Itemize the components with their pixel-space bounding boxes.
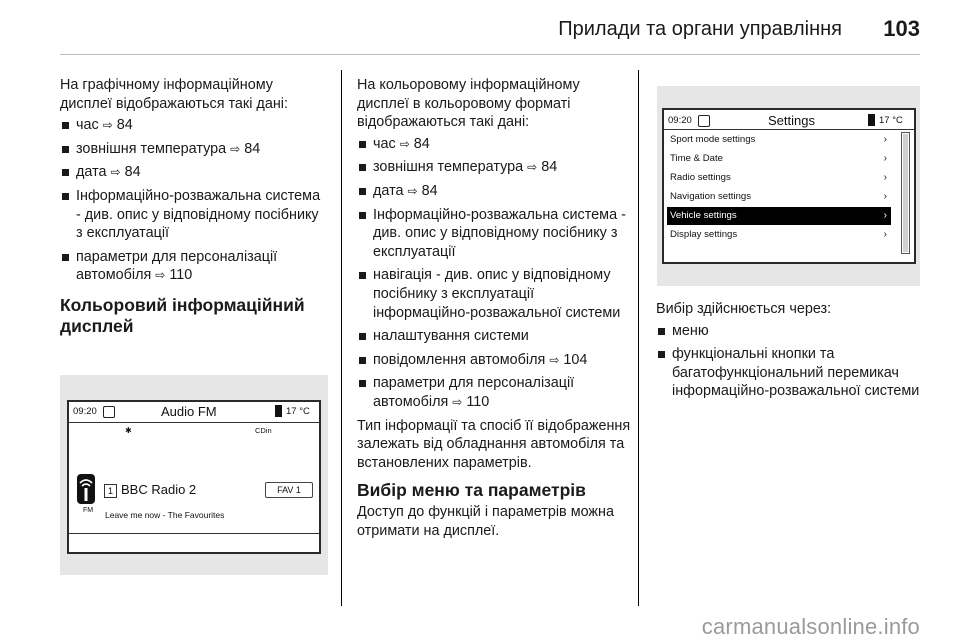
list-item: час ⇨ 84 [60,116,328,135]
audio-display-illustration [60,375,328,575]
settings-display-illustration [657,86,920,286]
chevron-right-icon: › [883,229,887,240]
body-paragraph: Доступ до функцій і параметрів можна отримати на дисплеї. [357,504,615,539]
status-divider [664,129,914,130]
list-item: навігація - див. опис у відповідному посібнику з експлуатації інформаційно-розважальної системи [357,266,633,322]
ref-arrow-icon: ⇨ [110,165,121,180]
status-icon [103,406,115,418]
list-item: дата ⇨ 84 [60,163,328,182]
ref-arrow-icon: ⇨ [399,136,410,151]
column-3 [656,300,926,406]
header-divider [60,54,920,55]
list-item: Інформаційно-розважальна система - див. опис у відповідному посібнику з експлуатації [60,187,328,243]
screen-title: Audio FM [161,404,217,419]
header-title: Прилади та органи управління [558,18,842,40]
page-number: 103 [883,16,920,41]
ref-arrow-icon: ⇨ [527,160,538,175]
menu-item-radio[interactable]: Radio settings › [667,169,891,187]
temperature-icon [275,405,282,417]
section-heading: Кольоровий інформаційний дисплей [60,294,305,336]
preset-number: 1 [104,484,117,498]
ref-arrow-icon: ⇨ [549,352,560,367]
audio-screen [67,400,321,554]
outside-temp: 17 °C [286,406,310,417]
song-info: Leave me now - The Favourites [105,510,225,520]
ref-arrow-icon: ⇨ [452,394,463,409]
scrollbar[interactable] [901,132,910,254]
list-item: зовнішня температура ⇨ 84 [357,158,633,177]
list-item: налаштування системи [357,327,633,346]
section-heading: Вибір меню та параметрів [357,480,586,501]
watermark: carmanualsonline.info [701,614,920,639]
intro-text: Вибір здійснюється через: [656,301,832,317]
column-2 [357,76,633,540]
info-list [357,135,633,412]
list-item: параметри для персоналізації автомобіля ⇨ 110 [357,374,633,411]
intro-text: На графічному інформаційному дисплеї відображаються такі дані: [60,77,288,112]
list-item: функціональні кнопки та багатофункціональний перемикач інформаційно-розважальної системи [656,345,926,401]
menu-item-display[interactable]: Display settings › [667,226,891,244]
fav-button[interactable]: FAV 1 [265,482,313,498]
intro-text: На кольоровому інформаційному дисплеї в кольоровому форматі відображаються такі дані: [357,77,580,131]
selection-list [656,322,926,401]
chevron-right-icon: › [883,210,887,221]
menu-item-navigation[interactable]: Navigation settings › [667,188,891,206]
list-item: зовнішня температура ⇨ 84 [60,140,328,159]
screen-title: Settings [768,113,815,128]
body-paragraph: Тип інформації та спосіб її відображення залежать від обладнання автомобіля та встановлених параметрів. [357,417,631,471]
scrollbar-thumb[interactable] [903,134,908,252]
menu-item-vehicle[interactable]: Vehicle settings › [667,207,891,225]
ref-arrow-icon: ⇨ [102,118,113,133]
info-list [60,116,328,285]
status-icon [698,115,710,127]
status-divider [69,422,319,423]
chevron-right-icon: › [883,153,887,164]
cd-in-indicator: CDin [255,426,272,435]
outside-temp: 17 °C [879,115,903,126]
list-item: час ⇨ 84 [357,135,633,154]
list-item: параметри для персоналізації автомобіля ⇨ 110 [60,248,328,285]
column-divider-1 [341,70,342,606]
column-1 [60,76,328,353]
bottom-divider [69,533,319,534]
chevron-right-icon: › [883,172,887,183]
list-item: Інформаційно-розважальна система - див. опис у відповідному посібнику з експлуатації [357,206,633,262]
clock: 09:20 [73,406,97,417]
list-item: меню [656,322,926,341]
chevron-right-icon: › [883,191,887,202]
menu-item-sport-mode[interactable]: Sport mode settings › [667,131,891,149]
menu-item-time-date[interactable]: Time & Date › [667,150,891,168]
clock: 09:20 [668,115,692,126]
radio-antenna-icon [75,474,97,504]
chevron-right-icon: › [883,134,887,145]
list-item: повідомлення автомобіля ⇨ 104 [357,351,633,370]
ref-arrow-icon: ⇨ [230,141,241,156]
column-divider-2 [638,70,639,606]
temperature-icon [868,114,875,126]
settings-screen [662,108,916,264]
ref-arrow-icon: ⇨ [155,268,166,283]
list-item: дата ⇨ 84 [357,182,633,201]
bluetooth-icon: ✱ [125,426,132,435]
station-name: BBC Radio 2 [121,482,197,497]
ref-arrow-icon: ⇨ [407,183,418,198]
band-label: FM [83,507,94,514]
